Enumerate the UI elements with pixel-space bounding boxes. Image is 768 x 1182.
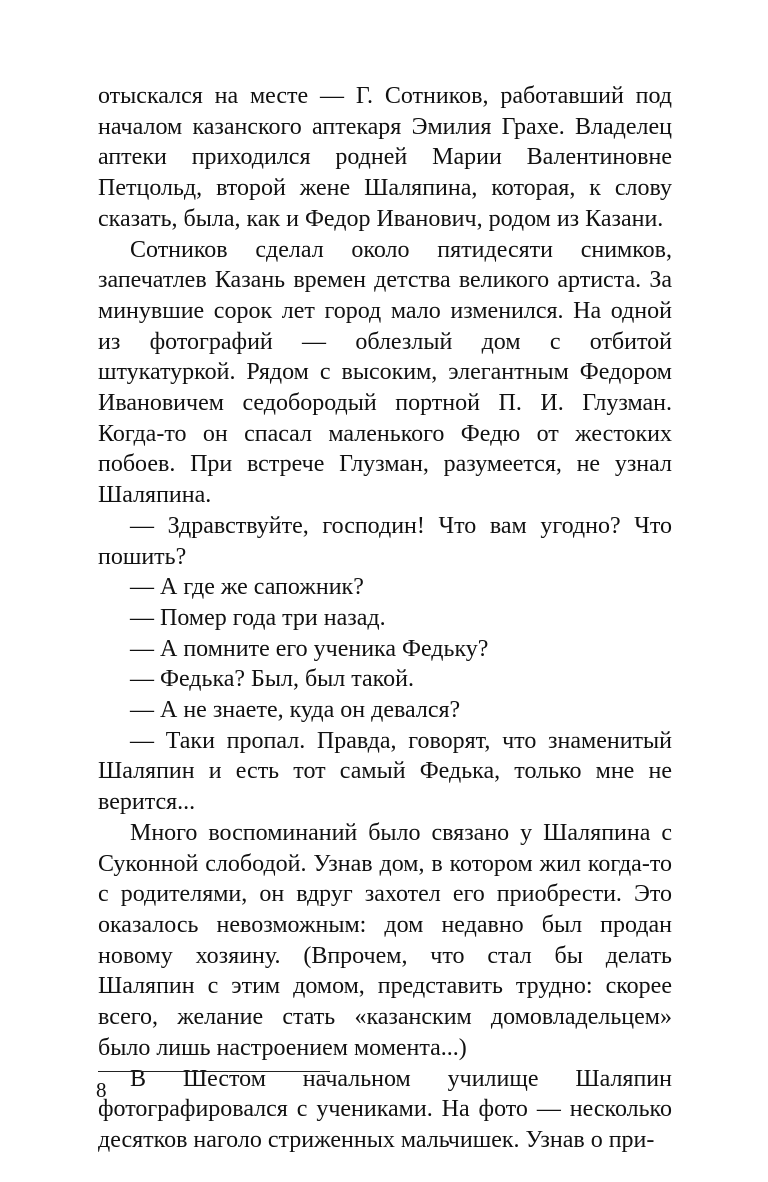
dialogue-line: — А не знаете, куда он девался? xyxy=(130,697,461,724)
dialogue-line: — А где же сапожник? xyxy=(130,574,364,601)
paragraph: Сотников сделал около пятидесяти снимков, запечатлев Казань времен детства великого артиста. За минувшие сорок лет город мало изменился. На одной из фотографий — облезлый дом с отбитой штукатуркой. Рядом с высоким, элегантным Федором Ивановичем седобородый портной П. И. Глузман. Когда-то он спасал маленького Федю от жестоких побоев. При встрече Глузман, разумеется, не узнал Шаляпина. xyxy=(98,236,672,509)
paragraph: В Шестом начальном училище Шаляпин фотографировался с учениками. На фото — несколько десятков наголо стриженных мальчишек. Узнав о при- xyxy=(98,1065,672,1153)
dialogue-line: — А помните его ученика Федьку? xyxy=(130,635,489,662)
page-number: 8 xyxy=(96,1078,107,1102)
paragraph-continuation: отыскался на месте — Г. Сотников, работавший под началом казанского аптекаря Эмилия Грахе. Владелец аптеки приходился родней Марии Валентиновне Петцольд, второй жене Шаляпина, которая, к слову сказать, была, как и Федор Иванович, родом из Казани. xyxy=(98,83,672,232)
dialogue-line: — Таки пропал. Правда, говорят, что знаменитый Шаляпин и есть тот самый Федька, только мне не верится... xyxy=(98,727,672,816)
paragraph: Много воспоминаний было связано у Шаляпина с Суконной слободой. Узнав дом, в котором жил когда-то с родителями, он вдруг захотел его приобрести. Это оказалось невозможным: дом недавно был продан новому хозяину. (Впрочем, что стал бы делать Шаляпин с этим домом, представить трудно: скорее всего, желание стать «казанским домовладельцем» было лишь настроением момента...) xyxy=(98,819,672,1061)
body-text xyxy=(98,81,672,1156)
dialogue-line: — Федька? Был, был такой. xyxy=(130,666,414,693)
dialogue-line: — Помер года три назад. xyxy=(130,604,386,631)
dialogue-line: — Здравствуйте, господин! Что вам угодно? Что пошить? xyxy=(98,512,672,570)
footnote-rule xyxy=(98,1071,330,1072)
